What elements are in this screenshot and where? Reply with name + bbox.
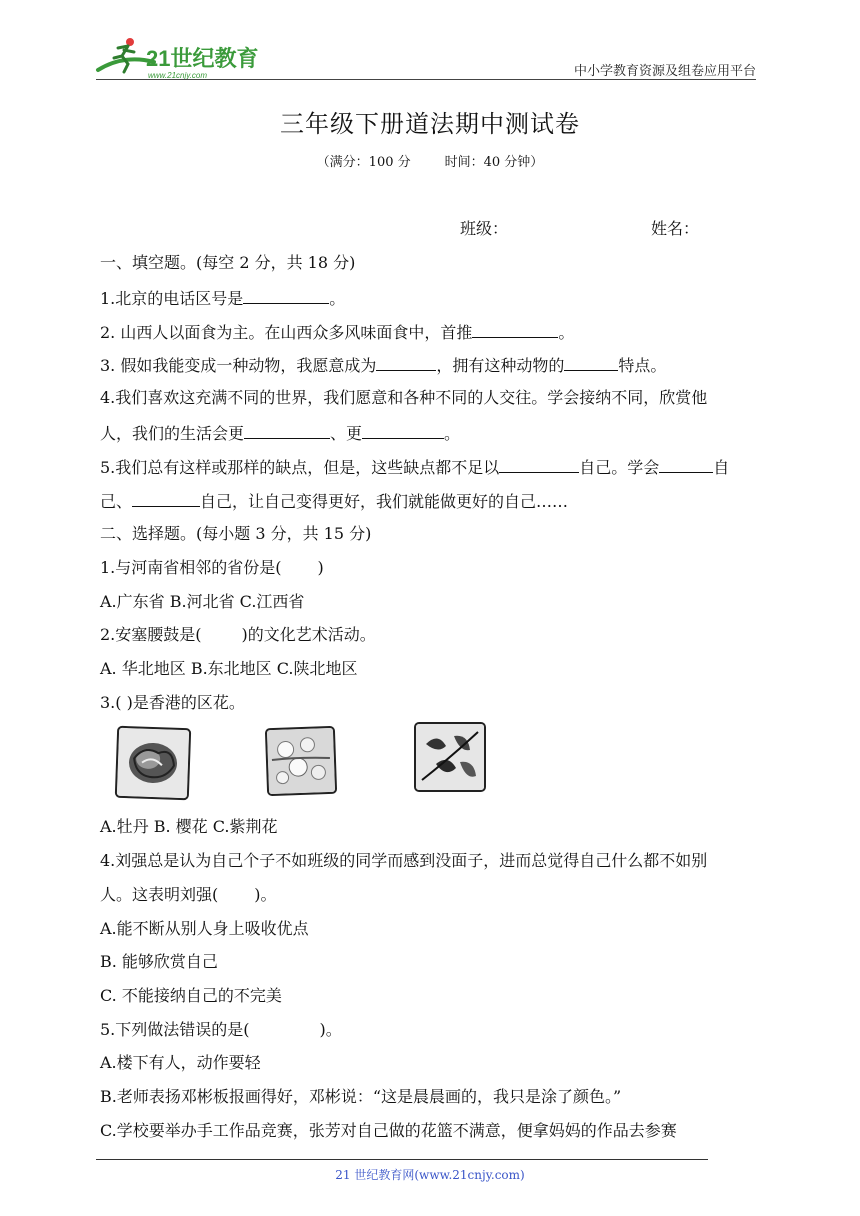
peony-photo [115,726,191,801]
answer-blank[interactable] [244,422,330,439]
logo-url: www.21cnjy.com [148,71,207,80]
answer-blank[interactable] [659,456,713,473]
answer-blank[interactable] [472,321,558,338]
time-info: 时间：40 分钟） [444,155,544,170]
s2-question-5: 5.下列做法错误的是( )。 [100,1020,342,1039]
s1-question-4-line2: 人，我们的生活会更 、更 。 [100,424,461,443]
s2-question-2: 2.安塞腰鼓是( )的文化艺术活动。 [100,625,376,644]
s1-question-4-line1: 4.我们喜欢这充满不同的世界，我们愿意和各种不同的人交往。学会接纳不同，欣赏他 [100,388,708,407]
s1-question-3: 3. 假如我能变成一种动物，我愿意成为 ，拥有这种动物的 特点。 [100,356,667,375]
class-field-label: 班级： [460,219,509,238]
section1-heading: 一、填空题。(每空 2 分，共 18 分) [100,253,356,272]
header-divider [96,79,756,80]
section2-heading: 二、选择题。(每小题 3 分，共 15 分) [100,524,372,543]
s1-question-5-line2: 己、 自己，让自己变得更好，我们就能做更好的自己…… [100,492,569,511]
s2-question-5-option-c: C.学校要举办手工作品竞赛，张芳对自己做的花篮不满意，便拿妈妈的作品去参赛 [100,1121,677,1140]
answer-blank[interactable] [132,490,200,507]
answer-blank[interactable] [376,354,436,371]
footer-divider [96,1159,708,1160]
s2-question-4-option-a: A.能不断从别人身上吸收优点 [100,919,309,938]
s2-question-4-line2: 人。这表明刘强( )。 [100,885,277,904]
bauhinia-photo [414,722,486,792]
s2-question-5-option-a: A.楼下有人，动作要轻 [100,1053,261,1072]
s2-question-1: 1.与河南省相邻的省份是( ) [100,558,324,577]
page-title: 三年级下册道法期中测试卷 [280,110,580,138]
answer-blank[interactable] [243,287,329,304]
answer-blank[interactable] [499,456,579,473]
cherry-blossom-photo [265,726,337,796]
name-field-label: 姓名： [651,219,700,238]
s2-question-4-option-b: B. 能够欣赏自己 [100,952,218,971]
answer-blank[interactable] [362,422,444,439]
site-logo [94,34,264,82]
s1-question-1: 1.北京的电话区号是 。 [100,289,346,308]
s2-question-4-line1: 4.刘强总是认为自己个子不如班级的同学而感到没面子，进而总觉得自己什么都不如别 [100,851,708,870]
s2-question-4-option-c: C. 不能接纳自己的不完美 [100,986,282,1005]
logo-wordmark: 21世纪教育 [146,46,259,71]
platform-tagline: 中小学教育资源及组卷应用平台 [573,64,756,79]
s2-question-3: 3.( )是香港的区花。 [100,693,245,712]
s2-question-3-options: A.牡丹 B. 樱花 C.紫荆花 [100,817,278,836]
s2-question-2-options: A. 华北地区 B.东北地区 C.陕北地区 [100,659,358,678]
s1-question-5-line1: 5.我们总有这样或那样的缺点，但是，这些缺点都不足以 自己。学会 自 [100,458,730,477]
answer-blank[interactable] [564,354,618,371]
s2-question-5-option-b: B.老师表扬邓彬板报画得好，邓彬说：“这是晨晨画的，我只是涂了颜色。” [100,1087,622,1106]
exam-info [0,151,860,170]
s1-question-2: 2. 山西人以面食为主。在山西众多风味面食中，首推 。 [100,323,575,342]
runner-logo-icon [94,34,264,82]
score-info: （满分：100 分 [316,155,411,170]
s2-question-1-options: A.广东省 B.河北省 C.江西省 [100,592,305,611]
footer-site-link[interactable]: 21 世纪教育网(www.21cnjy.com) [335,1168,525,1182]
